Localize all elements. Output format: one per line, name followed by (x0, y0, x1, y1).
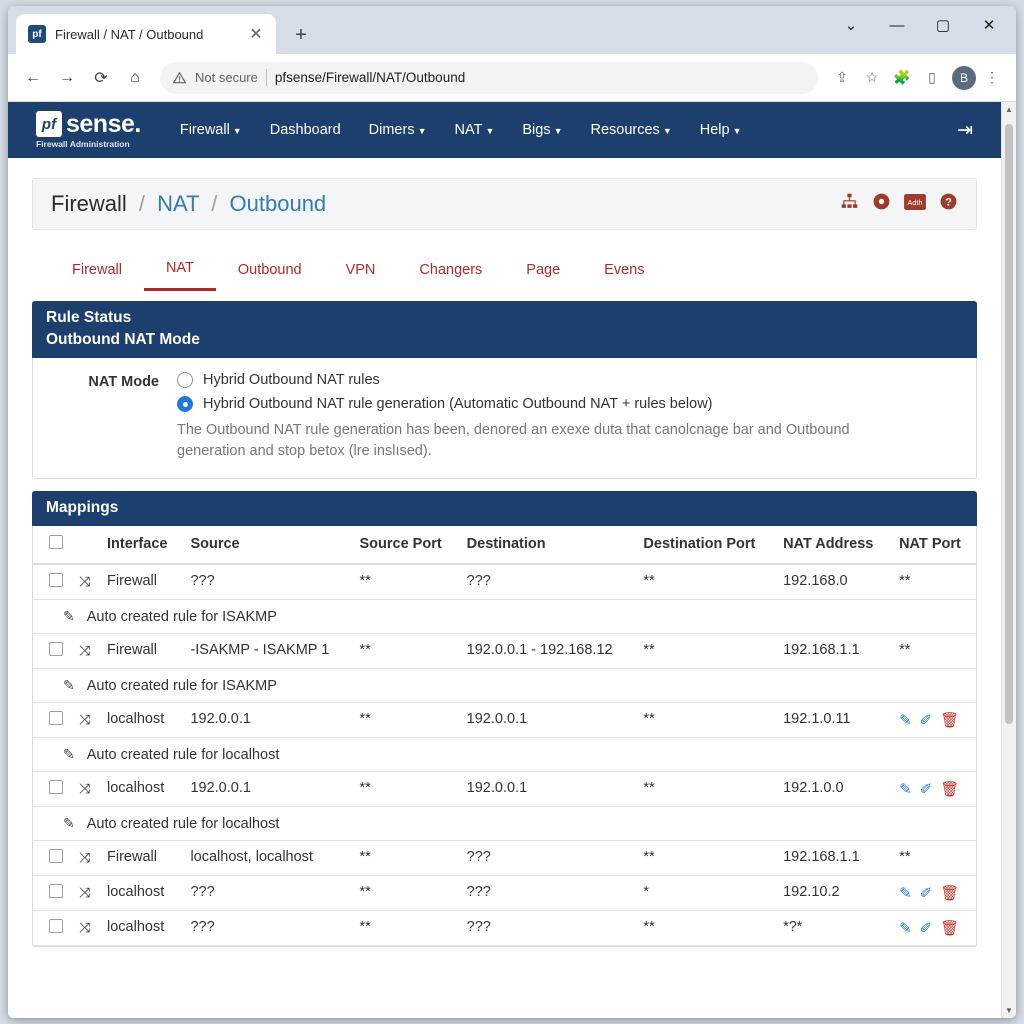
tab-page[interactable]: Page (526, 261, 561, 278)
rule-status-body (32, 358, 977, 479)
row-select (33, 634, 71, 669)
toolbar-actions (828, 64, 1006, 92)
page-content (8, 158, 1001, 947)
tab-outbound[interactable]: Outbound (237, 261, 302, 278)
side-panel-icon[interactable]: ▯ (928, 69, 936, 85)
scrollbar-thumb[interactable] (1005, 124, 1013, 724)
nav-item-dashboard[interactable]: Dashboard (269, 122, 341, 138)
cell-nat-address: 192.1.0.0 (775, 772, 891, 807)
bookmark-star-icon[interactable]: ☆ (865, 69, 879, 85)
security-status: Not secure (195, 70, 258, 85)
nav-label: Dimers (368, 122, 415, 138)
scroll-down-icon[interactable]: ▼ (1005, 1006, 1013, 1015)
table-row[interactable] (33, 876, 976, 911)
breadcrumb-nat[interactable]: NAT (157, 191, 200, 216)
share-icon[interactable]: ⇪ (836, 69, 848, 85)
table-row-description (33, 669, 976, 703)
minimize-button[interactable]: — (889, 16, 905, 34)
column-interface: Interface (99, 526, 182, 564)
rule-status-subtitle: Outbound NAT Mode (46, 331, 200, 348)
cell-interface: localhost (99, 876, 182, 911)
divider (266, 69, 267, 86)
column-source: Source (182, 526, 351, 564)
home-icon[interactable]: ⌂ (130, 68, 140, 86)
pencil-icon: ✎ (63, 746, 75, 763)
radio-label: Hybrid Outbound NAT rule generation (Automatic Outbound NAT + rules below) (203, 396, 713, 412)
extensions-icon[interactable]: 🧩 (893, 69, 911, 85)
address-bar[interactable] (160, 62, 818, 94)
nat-mode-label: NAT Mode (88, 374, 159, 390)
tab-nat[interactable]: NAT (144, 250, 216, 291)
row-type (71, 772, 99, 807)
description-text: Auto created rule for localhost (86, 746, 280, 763)
cell-nat-port: ** (891, 841, 976, 876)
pfsense-logo[interactable] (36, 111, 141, 149)
edit-icon[interactable]: ✎ (899, 781, 912, 799)
header-icons (840, 192, 958, 216)
table-header-row (33, 526, 976, 564)
cell-destination: ??? (459, 564, 636, 600)
icon-header (71, 526, 99, 564)
avatar[interactable]: B (952, 66, 976, 90)
breadcrumb-root: Firewall (51, 191, 127, 216)
nat-mode-row (47, 372, 962, 462)
cell-nat-address: 192.10.2 (775, 876, 891, 911)
pencil-icon: ✎ (63, 815, 75, 832)
cell-row-actions (891, 911, 976, 946)
cell-row-actions (891, 772, 976, 807)
help-icon[interactable] (939, 192, 958, 216)
nav-label: Resources (590, 122, 660, 138)
nav-item-help[interactable] (689, 114, 753, 146)
cell-nat-address: 192.168.1.1 (775, 634, 891, 669)
browser-window (8, 6, 1016, 1018)
tab-changers[interactable]: Changers (419, 261, 483, 278)
table-row[interactable] (33, 703, 976, 738)
radio-hybrid-generation[interactable] (177, 396, 193, 412)
shuffle-icon: ⤨ (79, 711, 91, 728)
forward-icon[interactable]: → (59, 68, 75, 86)
cell-source: -ISAKMP - ISAKMP 1 (182, 634, 351, 669)
row-checkbox[interactable] (49, 884, 63, 898)
cell-source: ??? (182, 564, 351, 600)
cell-source-port: ** (351, 703, 458, 738)
warning-icon (172, 71, 187, 85)
row-checkbox[interactable] (49, 919, 63, 933)
cell-row-actions (891, 876, 976, 911)
row-select (33, 703, 71, 738)
nav-label: NAT (454, 122, 483, 138)
chevron-down-icon: ▼ (662, 126, 672, 136)
pfsense-logo-subtitle: Firewall Administration (36, 139, 130, 150)
row-checkbox[interactable] (49, 711, 63, 725)
svg-text:?: ? (945, 196, 952, 209)
table-row[interactable] (33, 841, 976, 876)
nat-mode-help-text: The Outbound NAT rule generation has been, denored an exexe duta that canolcnage bar and Outbound generation and stop betox (lre inslısed). (177, 422, 850, 460)
nav-label: Help (699, 122, 730, 138)
breadcrumb-separator: / (211, 191, 218, 216)
pfsense-page (8, 102, 1001, 1018)
logout-icon[interactable]: ⇥ (957, 119, 973, 141)
row-checkbox[interactable] (49, 849, 63, 863)
svg-text:Adth: Adth (907, 197, 923, 207)
row-type (71, 911, 99, 946)
row-select (33, 772, 71, 807)
maximize-button[interactable]: ▢ (935, 17, 951, 34)
cell-source-port: ** (351, 911, 458, 946)
cell-nat-address: 192.168.1.1 (775, 841, 891, 876)
cell-source-port: ** (351, 876, 458, 911)
cell-destination: ??? (459, 911, 636, 946)
chevron-down-icon: ▼ (732, 126, 742, 136)
pfsense-logo-badge: pf (36, 111, 62, 137)
table-row[interactable] (33, 772, 976, 807)
cell-destination: 192.0.0.1 (459, 772, 636, 807)
tab-strip (8, 6, 1016, 54)
cell-interface: Firewall (99, 634, 182, 669)
table-row-description (33, 807, 976, 841)
cell-source: 192.0.0.1 (182, 772, 351, 807)
row-checkbox[interactable] (49, 573, 63, 587)
cell-destination: ??? (459, 876, 636, 911)
row-type (71, 564, 99, 600)
description-cell (33, 807, 976, 841)
table-row-description (33, 600, 976, 634)
row-select (33, 876, 71, 911)
chevron-down-icon: ▼ (553, 126, 563, 136)
copy-icon[interactable]: ✐ (919, 920, 933, 938)
row-type (71, 703, 99, 738)
column-nat-port: NAT Port (891, 526, 976, 564)
tab-title: Firewall / NAT / Outbound (55, 26, 204, 42)
cell-destination-port: ** (635, 564, 775, 600)
chevron-down-icon[interactable]: ⌄ (844, 17, 858, 34)
row-checkbox[interactable] (49, 780, 63, 794)
nav-item-nat[interactable] (444, 114, 506, 146)
copy-icon[interactable]: ✐ (919, 781, 933, 799)
browser-tab[interactable] (16, 14, 276, 54)
cell-destination: 192.0.0.1 (459, 703, 636, 738)
select-all-checkbox[interactable] (49, 535, 63, 549)
cell-destination-port: * (635, 876, 775, 911)
window-controls (828, 8, 1012, 42)
column-nat-address: NAT Address (775, 526, 891, 564)
pencil-icon: ✎ (63, 677, 75, 694)
row-select (33, 564, 71, 600)
mappings-panel (32, 491, 977, 947)
radio-hybrid-rules[interactable] (177, 372, 193, 388)
breadcrumb-outbound[interactable]: Outbound (229, 191, 327, 216)
cell-destination-port: ** (635, 772, 775, 807)
cell-destination-port: ** (635, 911, 775, 946)
tab-vpn[interactable]: VPN (345, 261, 376, 278)
cell-interface: Firewall (99, 564, 182, 600)
mappings-header: Mappings (32, 491, 977, 526)
copy-icon[interactable]: ✐ (919, 885, 933, 903)
pfsense-logo-text: sense. (66, 109, 141, 138)
new-tab-button[interactable]: + (295, 23, 307, 46)
cell-source: localhost, localhost (182, 841, 351, 876)
table-row[interactable] (33, 634, 976, 669)
table-row[interactable] (33, 911, 976, 946)
tab-evens[interactable]: Evens (604, 261, 645, 278)
pfsense-navbar (8, 102, 1001, 158)
breadcrumb (32, 178, 977, 230)
chevron-down-icon: ▼ (232, 126, 242, 136)
cell-destination-port: ** (635, 634, 775, 669)
row-checkbox[interactable] (49, 642, 63, 656)
copy-icon[interactable]: ✐ (919, 712, 933, 730)
cell-source: ??? (182, 876, 351, 911)
cell-destination-port: ** (635, 841, 775, 876)
window-close-button[interactable]: ✕ (982, 17, 996, 34)
description-text: Auto created rule for localhost (86, 815, 280, 832)
breadcrumb-separator: / (138, 191, 146, 216)
description-text: Auto created rule for ISAKMP (86, 677, 277, 694)
back-icon[interactable]: ← (25, 68, 41, 86)
radio-label: Hybrid Outbound NAT rules (203, 372, 380, 388)
page-title (51, 191, 326, 217)
cell-row-actions (891, 703, 976, 738)
shuffle-icon: ⤨ (79, 573, 91, 590)
cell-nat-address: 192.168.0 (775, 564, 891, 600)
cell-source-port: ** (351, 772, 458, 807)
cell-nat-address: 192.1.0.11 (775, 703, 891, 738)
shuffle-icon: ⤨ (79, 919, 91, 936)
page-tabs (32, 238, 977, 291)
page-viewport (8, 102, 1016, 1018)
nat-mode-option-2[interactable] (177, 396, 962, 412)
cell-destination-port: ** (635, 703, 775, 738)
cell-source: ??? (182, 911, 351, 946)
description-text: Auto created rule for ISAKMP (86, 608, 277, 625)
chevron-down-icon: ▼ (485, 126, 495, 136)
chevron-down-icon: ▼ (417, 126, 427, 136)
cell-source-port: ** (351, 841, 458, 876)
adth-icon[interactable] (904, 194, 926, 215)
mappings-table (33, 526, 976, 946)
shuffle-icon: ⤨ (79, 884, 91, 901)
cell-interface: localhost (99, 911, 182, 946)
column-destination-port: Destination Port (635, 526, 775, 564)
shuffle-icon: ⤨ (79, 642, 91, 659)
row-select (33, 841, 71, 876)
row-select (33, 911, 71, 946)
shuffle-icon: ⤨ (79, 849, 91, 866)
close-icon[interactable]: ✕ (249, 26, 263, 43)
reload-icon[interactable]: ⟳ (94, 69, 108, 87)
tab-favicon: pf (28, 25, 46, 43)
row-type (71, 876, 99, 911)
cell-nat-address: *?* (775, 911, 891, 946)
description-cell (33, 738, 976, 772)
column-source-port: Source Port (351, 526, 458, 564)
page-scrollbar[interactable] (1001, 102, 1016, 1018)
edit-icon[interactable]: ✎ (899, 885, 912, 903)
cell-source-port: ** (351, 634, 458, 669)
cell-nat-port: ** (891, 564, 976, 600)
column-destination: Destination (459, 526, 636, 564)
delete-icon[interactable]: 🗑 (940, 885, 960, 903)
nav-item-resources[interactable] (580, 114, 683, 146)
description-cell (33, 669, 976, 703)
browser-menu-icon[interactable]: ⋮ (985, 69, 999, 85)
table-row[interactable] (33, 564, 976, 600)
row-type (71, 634, 99, 669)
edit-icon[interactable]: ✎ (899, 712, 912, 730)
shuffle-icon: ⤨ (79, 780, 91, 797)
cell-destination: 192.0.0.1 - 192.168.12 (459, 634, 636, 669)
browser-toolbar (8, 54, 1016, 102)
cell-interface: Firewall (99, 841, 182, 876)
cell-nat-port: ** (891, 634, 976, 669)
nat-mode-option-1[interactable] (177, 372, 962, 388)
edit-icon[interactable]: ✎ (899, 920, 912, 938)
rule-status-header (32, 301, 977, 358)
nav-label: Bigs (522, 122, 551, 138)
rule-status-panel (32, 301, 977, 479)
gear-icon[interactable] (872, 192, 891, 216)
nav-item-bigs[interactable] (511, 114, 573, 146)
cell-destination: ??? (459, 841, 636, 876)
nav-item-dimers[interactable] (358, 114, 438, 146)
description-cell (33, 600, 976, 634)
nav-item-firewall[interactable] (169, 114, 253, 146)
cell-source: 192.0.0.1 (182, 703, 351, 738)
delete-icon[interactable]: 🗑 (940, 781, 960, 799)
tab-firewall[interactable]: Firewall (72, 261, 122, 278)
delete-icon[interactable]: 🗑 (940, 920, 960, 938)
row-type (71, 841, 99, 876)
cell-interface: localhost (99, 703, 182, 738)
table-row-description (33, 738, 976, 772)
nav-label: Firewall (179, 122, 230, 138)
cell-interface: localhost (99, 772, 182, 807)
select-all-header (33, 526, 71, 564)
rule-status-title: Rule Status (46, 309, 132, 326)
url-text: pfsense/Firewall/NAT/Outbound (274, 70, 466, 85)
delete-icon[interactable]: 🗑 (940, 712, 960, 730)
pencil-icon: ✎ (63, 608, 75, 625)
scroll-up-icon[interactable]: ▲ (1005, 105, 1013, 114)
sitemap-icon[interactable] (840, 193, 859, 215)
cell-source-port: ** (351, 564, 458, 600)
